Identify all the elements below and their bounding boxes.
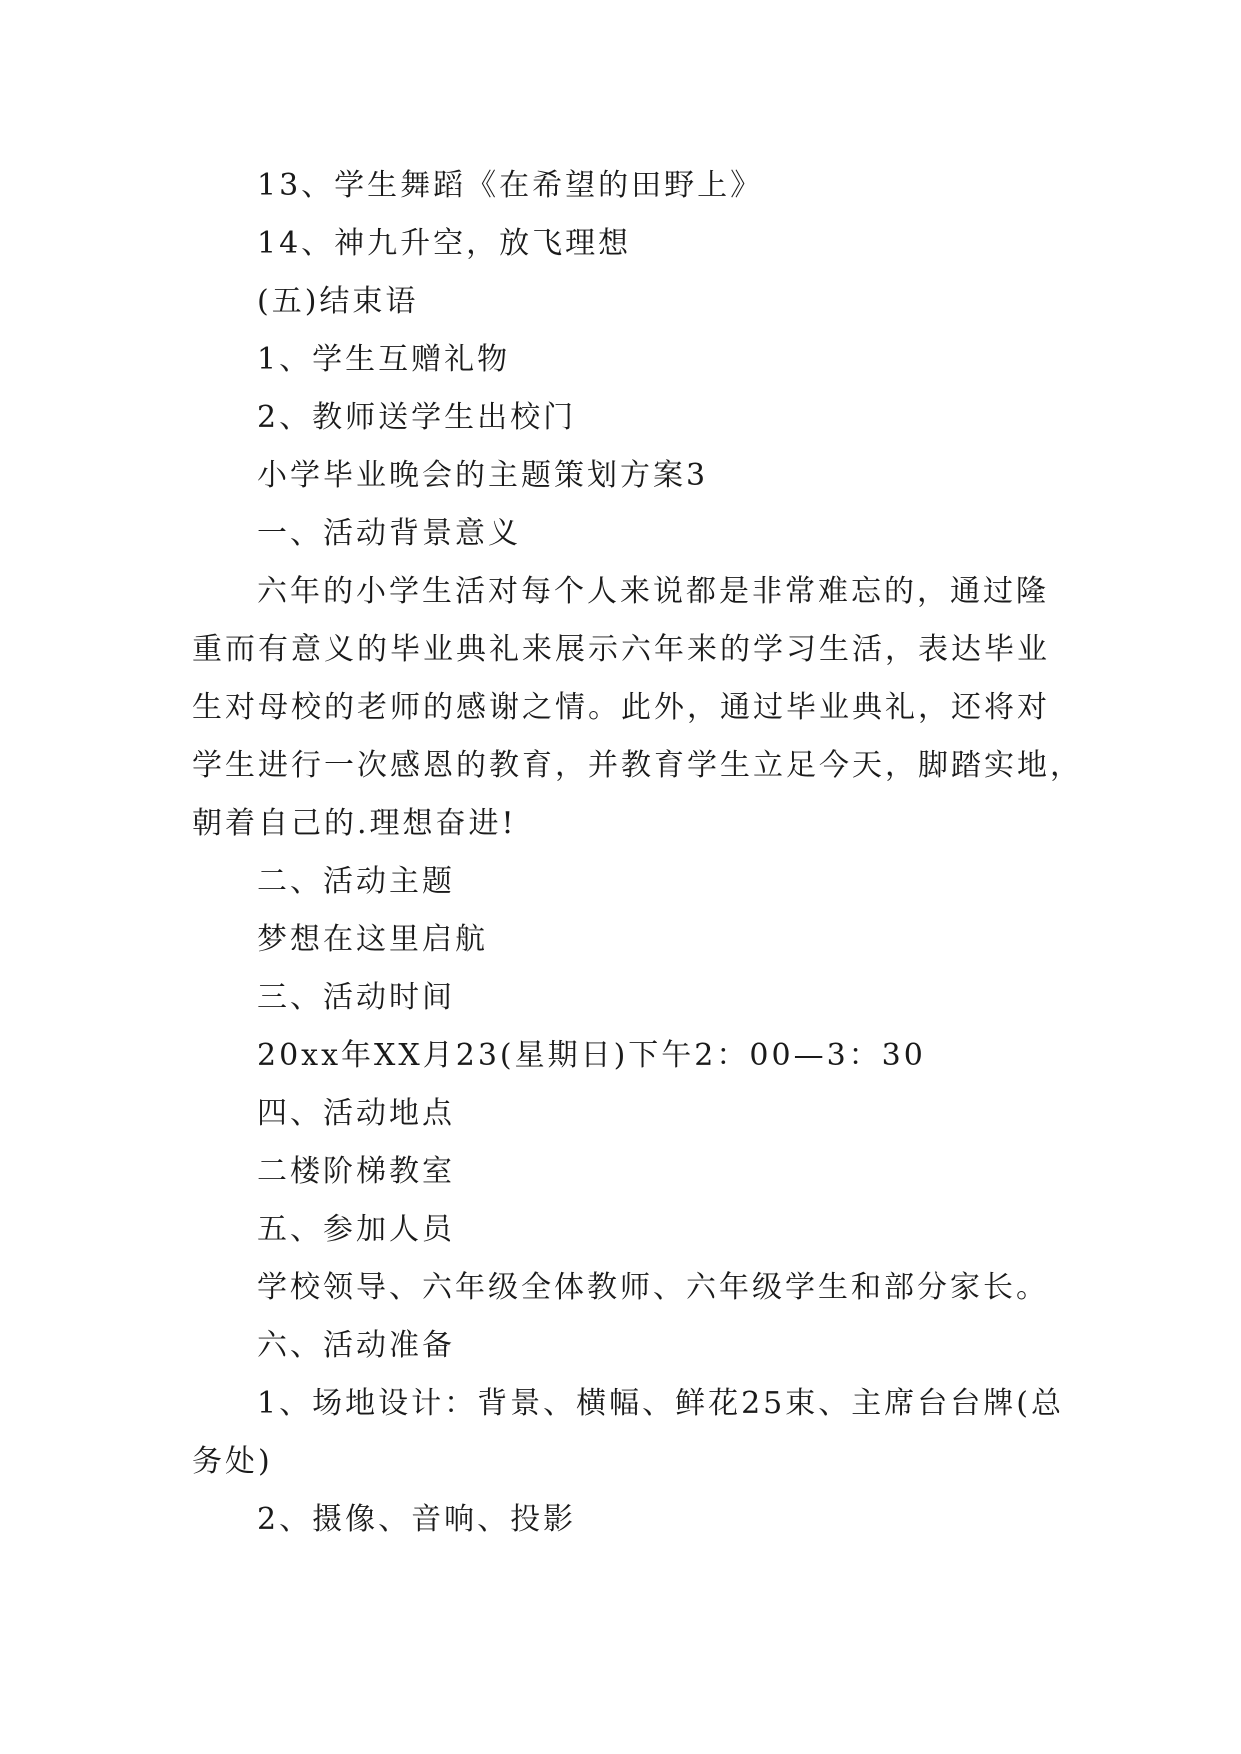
closing-item-2: 2、教师送学生出校门 (257, 400, 577, 435)
heading-theme: 二、活动主题 (257, 864, 455, 899)
program-item-13: 13、学生舞蹈《在希望的田野上》 (257, 168, 764, 203)
paragraph-line: 学生进行一次感恩的教育，并教育学生立足今天，脚踏实地， (192, 748, 1083, 783)
heading-background: 一、活动背景意义 (257, 516, 521, 551)
paragraph-line: 重而有意义的毕业典礼来展示六年来的学习生活，表达毕业 (192, 632, 1050, 667)
heading-participants: 五、参加人员 (257, 1212, 455, 1247)
paragraph-line: 生对母校的老师的感谢之情。此外，通过毕业典礼，还将对 (192, 690, 1050, 725)
theme-text: 梦想在这里启航 (257, 922, 488, 957)
preparation-item-2: 2、摄像、音响、投影 (257, 1502, 577, 1537)
plan-title: 小学毕业晚会的主题策划方案3 (257, 458, 709, 493)
closing-item-1: 1、学生互赠礼物 (257, 342, 511, 377)
preparation-item-1: 1、场地设计：背景、横幅、鲜花25束、主席台台牌(总 (257, 1386, 1064, 1421)
participants-text: 学校领导、六年级全体教师、六年级学生和部分家长。 (257, 1270, 1049, 1305)
heading-time: 三、活动时间 (257, 980, 455, 1015)
heading-preparation: 六、活动准备 (257, 1328, 455, 1363)
section-heading-closing: (五)结束语 (257, 284, 419, 319)
paragraph-line: 朝着自己的.理想奋进! (192, 806, 517, 841)
time-text: 20xx年XX月23(星期日)下午2：00—3：30 (257, 1038, 926, 1073)
preparation-item-1-continued: 务处) (192, 1444, 273, 1479)
paragraph-line: 六年的小学生活对每个人来说都是非常难忘的，通过隆 (257, 574, 1049, 609)
location-text: 二楼阶梯教室 (257, 1154, 455, 1189)
heading-location: 四、活动地点 (257, 1096, 455, 1131)
program-item-14: 14、神九升空，放飞理想 (257, 226, 632, 261)
